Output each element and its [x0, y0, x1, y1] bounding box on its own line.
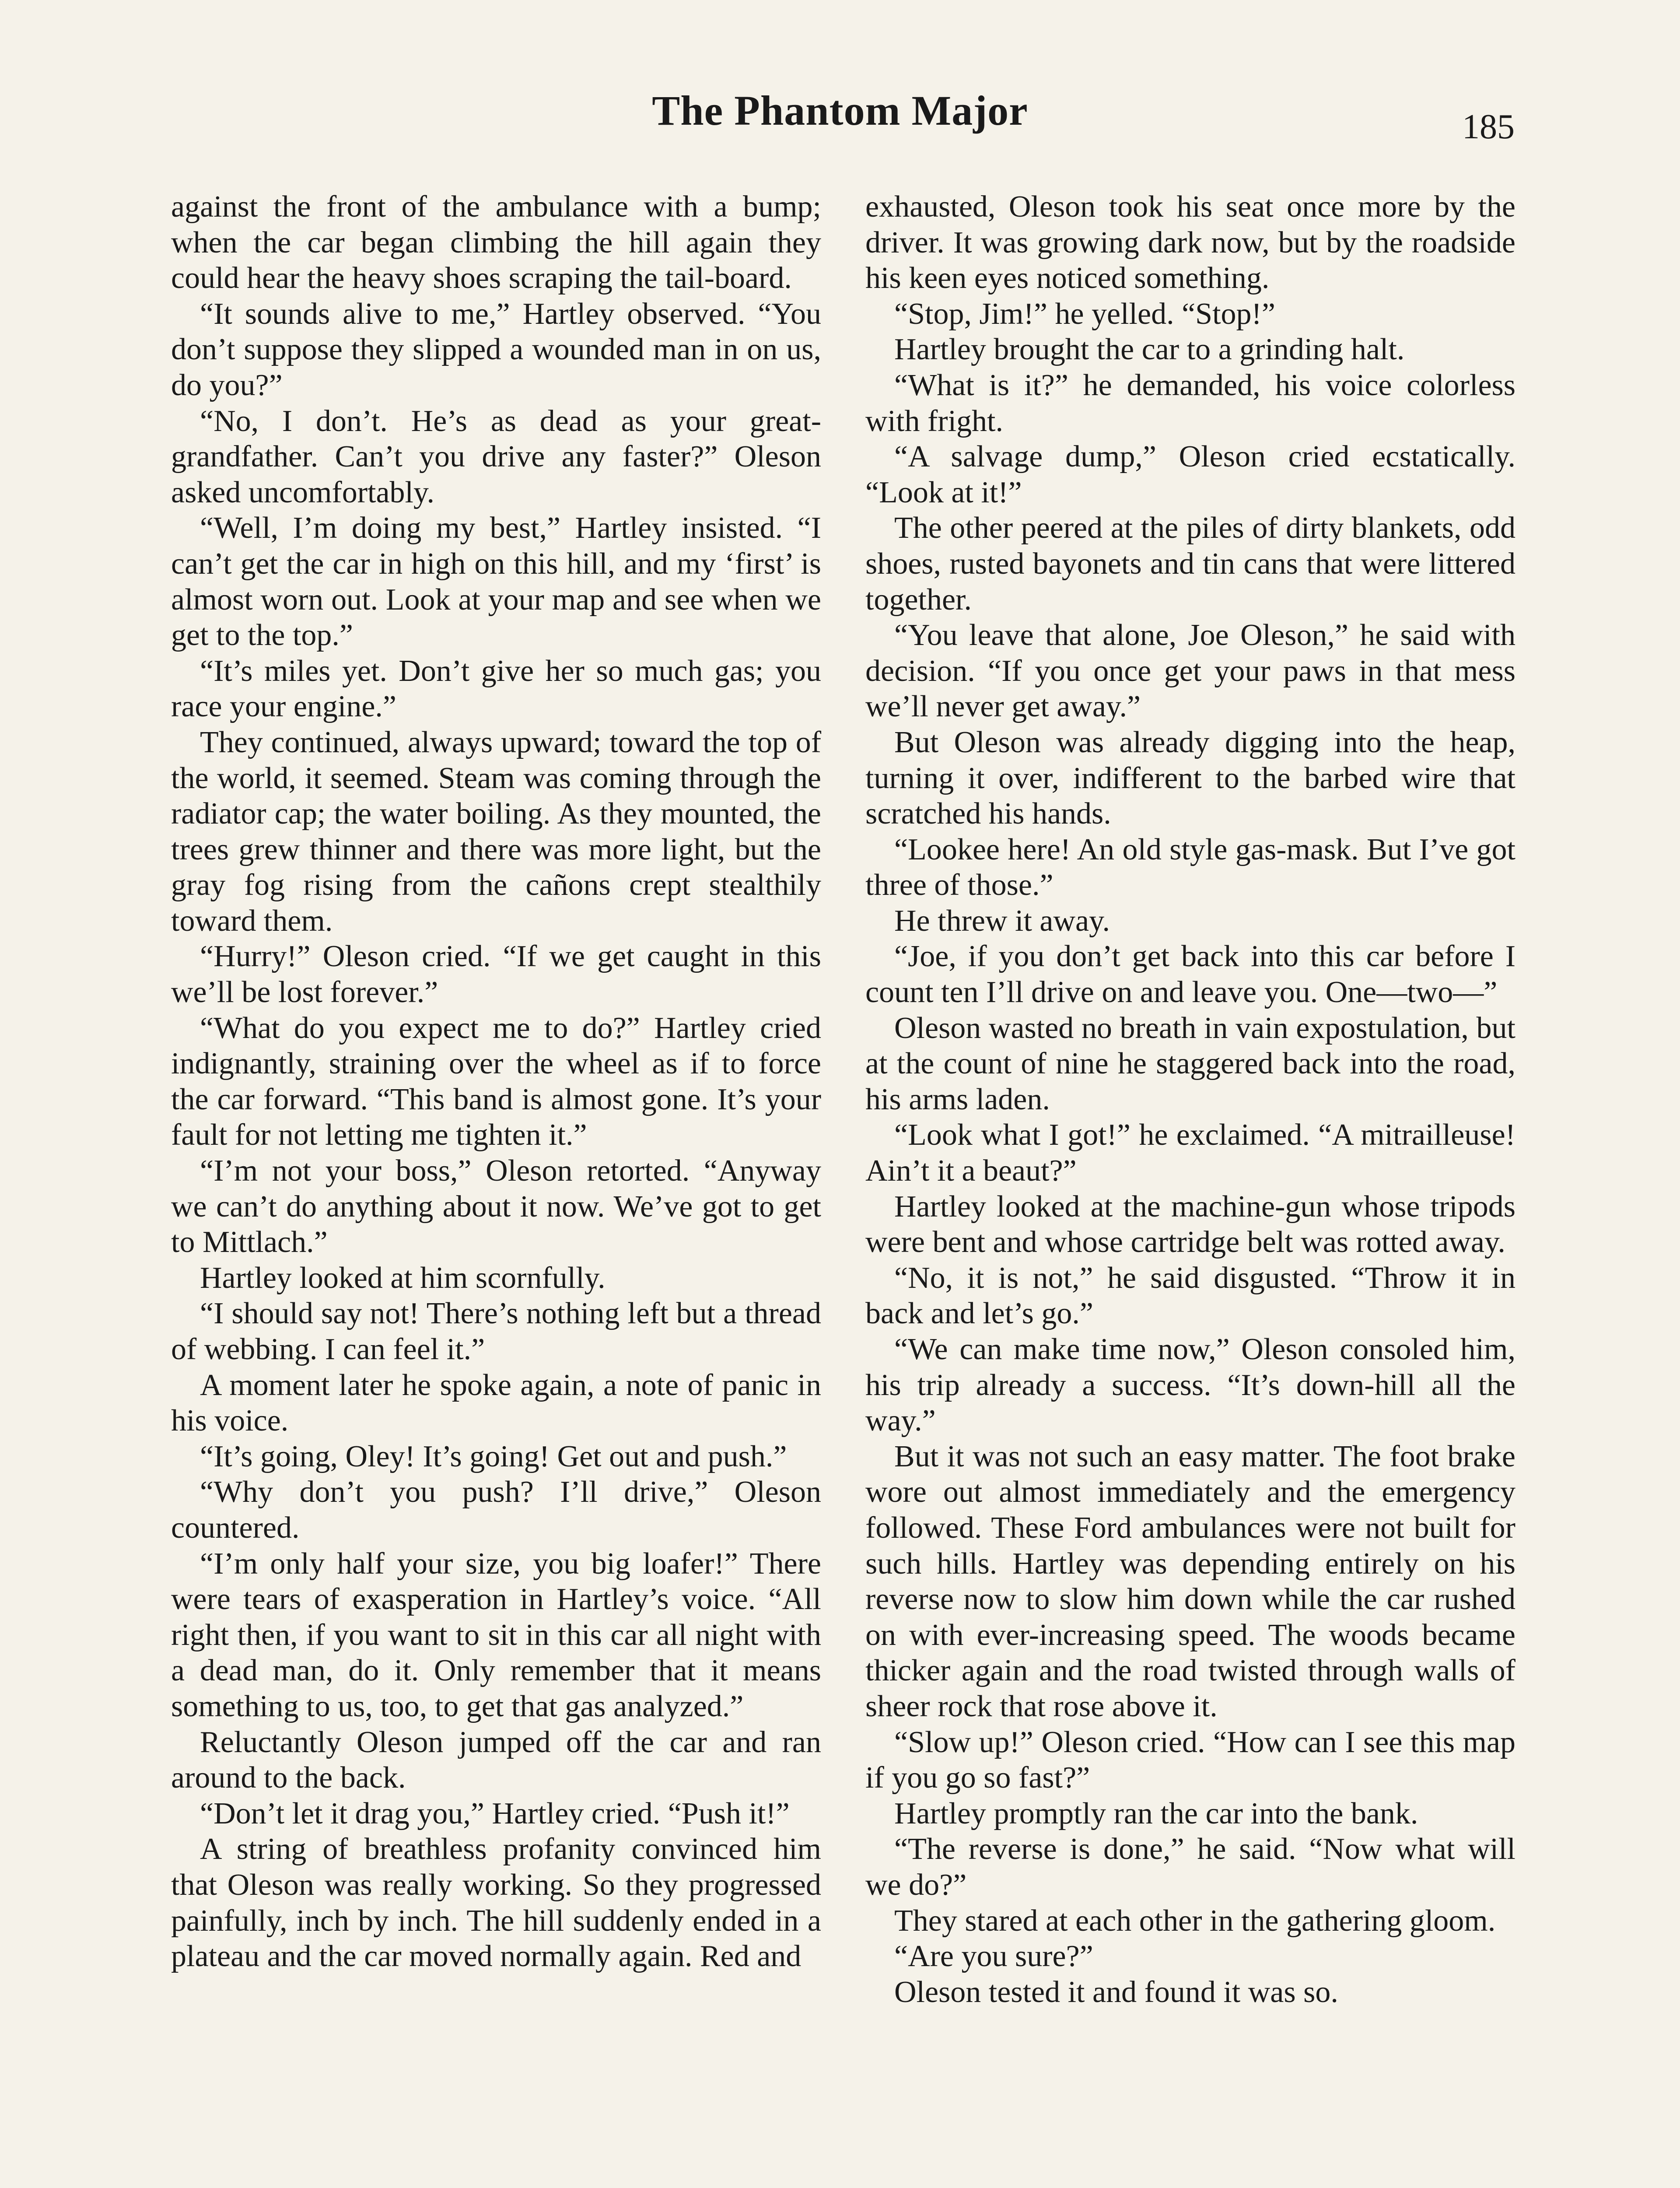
paragraph: A string of breathless profanity convinced him that Oleson was really working. So they progressed painfully, inch by inch. The hill suddenly ended in a plateau and the car moved normally again. Red and: [171, 1832, 821, 1974]
paragraph: “I’m not your boss,” Oleson retorted. “Anyway we can’t do anything about it now. We’ve got to get to Mittlach.”: [171, 1154, 821, 1259]
paragraph: “Lookee here! An old style gas-mask. But I’ve got three of those.”: [865, 832, 1516, 902]
page-number: 185: [1462, 108, 1515, 146]
right-text-column: [865, 189, 1516, 2010]
paragraph: “No, it is not,” he said disgusted. “Throw it in back and let’s go.”: [865, 1261, 1516, 1331]
paragraph: “I should say not! There’s nothing left but a thread of webbing. I can feel it.”: [171, 1297, 821, 1366]
paragraph: “It’s miles yet. Don’t give her so much gas; you race your engine.”: [171, 654, 821, 724]
paragraph: They continued, always upward; toward the top of the world, it seemed. Steam was coming through the radiator cap; the water boiling. As they mounted, the trees grew thinner and there was more light, but the gray fog rising from the cañons crept stealthily toward them.: [171, 725, 821, 938]
paragraph: “What is it?” he demanded, his voice colorless with fright.: [865, 368, 1516, 438]
left-text-column: [171, 189, 821, 1974]
paragraph: Oleson wasted no breath in vain expostulation, but at the count of nine he staggered back into the road, his arms laden.: [865, 1011, 1516, 1116]
paragraph: But it was not such an easy matter. The foot brake wore out almost immediately and the emergency followed. These Ford ambulances were not built for such hills. Hartley was depending entirely on his reverse now to slow him down while the car rushed on with ever-increasing speed. The woods became thicker again and the road twisted through walls of sheer rock that rose above it.: [865, 1439, 1516, 1723]
paragraph: “I’m only half your size, you big loafer!” There were tears of exasperation in Hartley’s voice. “All right then, if you want to sit in this car all night with a dead man, do it. Only remember that it means something to us, too, to get that gas analyzed.”: [171, 1546, 821, 1723]
paragraph: “Stop, Jim!” he yelled. “Stop!”: [894, 297, 1275, 331]
paragraph: “Don’t let it drag you,” Hartley cried. “Push it!”: [200, 1796, 790, 1830]
paragraph: exhausted, Oleson took his seat once more by the driver. It was growing dark now, but by the roadside his keen eyes noticed something.: [865, 190, 1516, 295]
paragraph: “We can make time now,” Oleson consoled him, his trip already a success. “It’s down-hill all the way.”: [865, 1332, 1516, 1438]
page-title: The Phantom Major: [652, 87, 1028, 134]
paragraph: “You leave that alone, Joe Oleson,” he said with decision. “If you once get your paws in that mess we’ll never get away.”: [865, 618, 1516, 724]
paragraph: Hartley looked at the machine-gun whose tripods were bent and whose cartridge belt was rotted away.: [865, 1189, 1516, 1259]
paragraph: Hartley brought the car to a grinding halt.: [894, 333, 1405, 367]
paragraph: “It’s going, Oley! It’s going! Get out and push.”: [200, 1439, 787, 1473]
paragraph: Hartley looked at him scornfully.: [200, 1261, 606, 1295]
paragraph: against the front of the ambulance with a bump; when the car began climbing the hill again they could hear the heavy shoes scraping the tail-board.: [171, 190, 821, 295]
paragraph: Hartley promptly ran the car into the bank.: [894, 1796, 1418, 1830]
paragraph: “Well, I’m doing my best,” Hartley insisted. “I can’t get the car in high on this hill, and my ‘first’ is almost worn out. Look at your map and see when we get to the top.”: [171, 511, 821, 652]
paragraph: “Why don’t you push? I’ll drive,” Oleson countered.: [171, 1475, 821, 1545]
paragraph: “No, I don’t. He’s as dead as your great-grandfather. Can’t you drive any faster?” Oleson asked uncomfortably.: [171, 404, 821, 509]
paragraph: “Hurry!” Oleson cried. “If we get caught in this we’ll be lost forever.”: [171, 940, 821, 1010]
paragraph: “Joe, if you don’t get back into this car before I count ten I’ll drive on and leave you. One—two—”: [865, 940, 1516, 1010]
paragraph: “Are you sure?”: [894, 1939, 1093, 1974]
paragraph: “It sounds alive to me,” Hartley observed. “You don’t suppose they slipped a wounded man in on us, do you?”: [171, 297, 821, 402]
paragraph: Oleson tested it and found it was so.: [894, 1975, 1338, 2009]
paragraph: But Oleson was already digging into the heap, turning it over, indifferent to the barbed wire that scratched his hands.: [865, 725, 1516, 831]
paragraph: A moment later he spoke again, a note of panic in his voice.: [171, 1368, 821, 1438]
paragraph: The other peered at the piles of dirty blankets, odd shoes, rusted bayonets and tin cans that were littered together.: [865, 511, 1516, 617]
paragraph: “The reverse is done,” he said. “Now what will we do?”: [865, 1832, 1516, 1902]
paragraph: “Slow up!” Oleson cried. “How can I see this map if you go so fast?”: [865, 1725, 1516, 1795]
paragraph: He threw it away.: [894, 904, 1110, 938]
paragraph: “What do you expect me to do?” Hartley cried indignantly, straining over the wheel as if to force the car forward. “This band is almost gone. It’s your fault for not letting me tighten it.”: [171, 1011, 821, 1152]
paragraph: They stared at each other in the gathering gloom.: [894, 1904, 1496, 1938]
paragraph: Reluctantly Oleson jumped off the car and ran around to the back.: [171, 1725, 821, 1795]
paragraph: “Look what I got!” he exclaimed. “A mitrailleuse! Ain’t it a beaut?”: [865, 1118, 1516, 1188]
paragraph: “A salvage dump,” Oleson cried ecstatically. “Look at it!”: [865, 440, 1516, 509]
